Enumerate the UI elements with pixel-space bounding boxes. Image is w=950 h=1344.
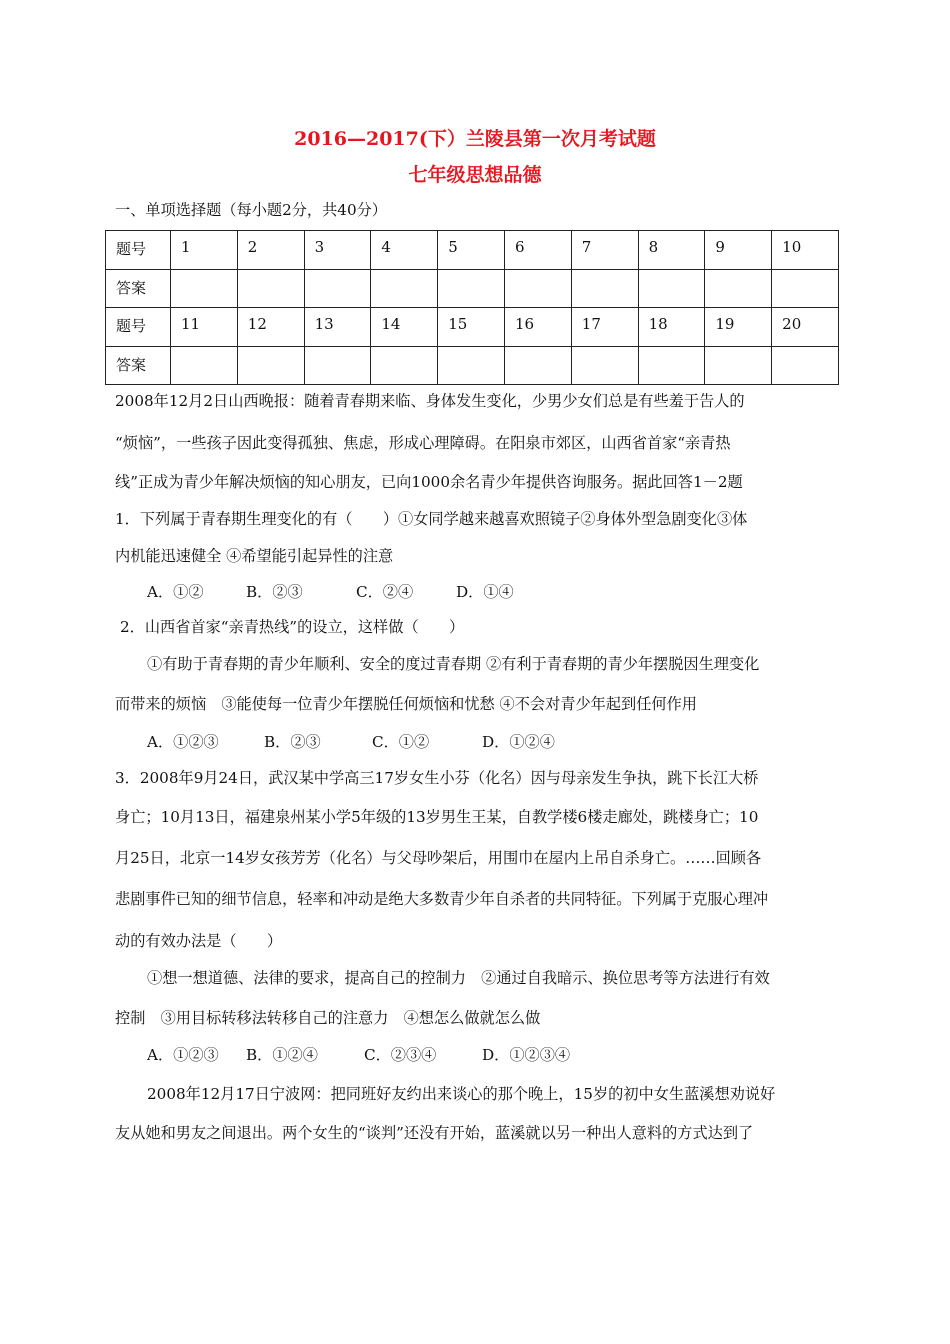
table-cell: 6 [504,231,571,270]
table-cell: 8 [638,231,705,270]
table-cell: 1 [171,231,238,270]
table-cell: 18 [638,308,705,347]
question-3-text: 动的有效办法是（ ） [115,932,283,950]
answer-cell[interactable] [571,269,638,308]
answer-cell[interactable] [638,269,705,308]
table-cell: 13 [304,308,371,347]
answer-cell[interactable] [571,346,638,385]
option-a[interactable]: A．①②③ [147,1046,219,1064]
section-heading: 一、单项选择题（每小题2分，共40分） [115,201,387,219]
question-3-text: 3．2008年9月24日，武汉某中学高三17岁女生小芬（化名）因与母亲发生争执，跳下长江大桥 [115,769,759,787]
table-cell: 19 [705,308,772,347]
table-cell: 17 [571,308,638,347]
row-label: 题号 [106,231,171,270]
table-cell: 7 [571,231,638,270]
question-1-text: 内机能迅速健全 ④希望能引起异性的注意 [115,547,394,565]
passage-line: 2008年12月2日山西晚报：随着青春期来临、身体发生变化，少男少女们总是有些羞于告人的 [115,392,745,410]
table-cell: 20 [772,308,839,347]
question-2-text: 而带来的烦恼 ③能使每一位青少年摆脱任何烦恼和忧愁 ④不会对青少年起到任何作用 [115,695,697,713]
table-row [106,308,839,347]
answer-cell[interactable] [504,346,571,385]
question-3-text: 月25日，北京一14岁女孩芳芳（化名）与父母吵架后，用围巾在屋内上吊自杀身亡。……回顾各 [115,849,762,867]
answer-cell[interactable] [371,269,438,308]
row-label: 题号 [106,308,171,347]
option-c[interactable]: C．①② [372,733,430,751]
answer-cell[interactable] [705,346,772,385]
table-cell: 3 [304,231,371,270]
table-cell: 11 [171,308,238,347]
option-d[interactable]: D．①②④ [482,733,555,751]
option-a[interactable]: A．①② [147,583,204,601]
option-b[interactable]: B．①②④ [246,1046,318,1064]
question-3-text: 悲剧事件已知的细节信息，轻率和冲动是绝大多数青少年自杀者的共同特征。下列属于克服心理冲 [115,890,769,908]
table-row [106,269,839,308]
option-d[interactable]: D．①②③④ [482,1046,571,1064]
question-3-text: ①想一想道德、法律的要求，提高自己的控制力 ②通过自我暗示、换位思考等方法进行有效 [147,969,770,987]
answer-cell[interactable] [772,346,839,385]
answer-cell[interactable] [171,269,238,308]
answer-table [105,230,839,385]
table-cell: 4 [371,231,438,270]
option-b[interactable]: B．②③ [264,733,321,751]
table-cell: 2 [237,231,304,270]
row-label: 答案 [106,269,171,308]
question-2-text: ①有助于青春期的青少年顺利、安全的度过青春期 ②有利于青春期的青少年摆脱因生理变化 [147,655,760,673]
answer-cell[interactable] [504,269,571,308]
table-cell: 14 [371,308,438,347]
passage-line: “烦恼”，一些孩子因此变得孤独、焦虑，形成心理障碍。在阳泉市郊区，山西省首家“亲青热 [115,434,731,452]
table-cell: 10 [772,231,839,270]
option-c[interactable]: C．②④ [356,583,414,601]
table-row [106,231,839,270]
answer-cell[interactable] [237,346,304,385]
table-cell: 9 [705,231,772,270]
option-b[interactable]: B．②③ [246,583,303,601]
exam-subtitle: 七年级思想品德 [408,164,542,186]
question-2-text: 2．山西省首家“亲青热线”的设立，这样做（ ） [120,618,465,636]
answer-cell[interactable] [638,346,705,385]
row-label: 答案 [106,346,171,385]
table-row [106,346,839,385]
table-cell: 5 [438,231,505,270]
table-cell: 15 [438,308,505,347]
answer-cell[interactable] [772,269,839,308]
question-3-text: 控制 ③用目标转移法转移自己的注意力 ④想怎么做就怎么做 [115,1009,541,1027]
passage-line: 友从她和男友之间退出。两个女生的“谈判”还没有开始，蓝溪就以另一种出人意料的方式达到了 [115,1124,754,1142]
question-3-text: 身亡；10月13日，福建泉州某小学5年级的13岁男生王某，自教学楼6楼走廊处，跳楼身亡；10 [115,808,759,826]
exam-title: 2016—2017(下）兰陵县第一次月考试题 [294,128,656,150]
answer-cell[interactable] [438,346,505,385]
answer-cell[interactable] [371,346,438,385]
answer-cell[interactable] [438,269,505,308]
table-cell: 16 [504,308,571,347]
passage-line: 线”正成为青少年解决烦恼的知心朋友，已向1000余名青少年提供咨询服务。据此回答1－2题 [115,473,743,491]
answer-cell[interactable] [304,346,371,385]
option-a[interactable]: A．①②③ [147,733,219,751]
answer-cell[interactable] [237,269,304,308]
answer-cell[interactable] [705,269,772,308]
question-1-text: 1．下列属于青春期生理变化的有（ ）①女同学越来越喜欢照镜子②身体外型急剧变化③体 [115,510,748,528]
option-d[interactable]: D．①④ [456,583,514,601]
table-cell: 12 [237,308,304,347]
answer-cell[interactable] [171,346,238,385]
passage-line: 2008年12月17日宁波网：把同班好友约出来谈心的那个晚上，15岁的初中女生蓝溪想劝说好 [147,1085,776,1103]
option-c[interactable]: C．②③④ [364,1046,437,1064]
answer-cell[interactable] [304,269,371,308]
